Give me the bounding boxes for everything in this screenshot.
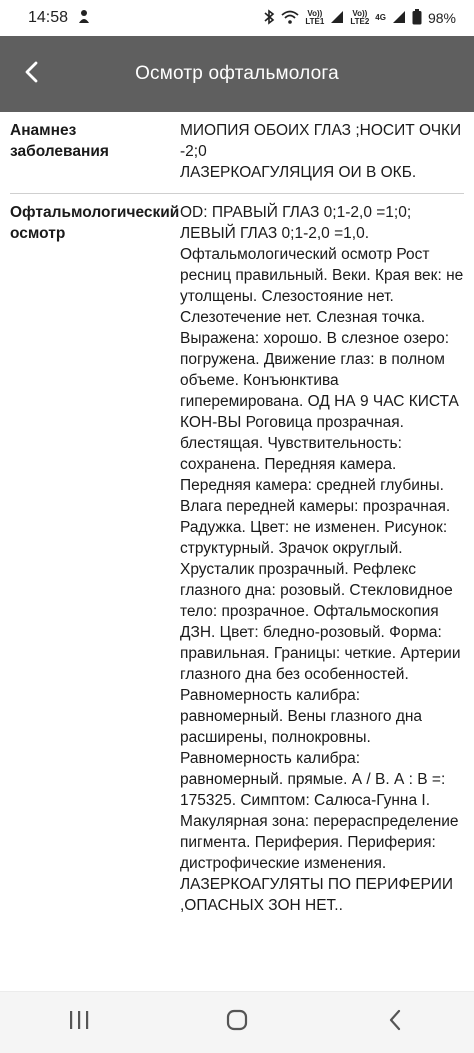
nav-back-icon bbox=[388, 1009, 402, 1036]
back-button[interactable] bbox=[12, 54, 52, 94]
section-value: МИОПИЯ ОБОИХ ГЛАЗ ;НОСИТ ОЧКИ -2;0 ЛАЗЕРКОАГУЛЯЦИЯ ОИ В ОКБ. bbox=[180, 122, 462, 181]
section-row-exam bbox=[10, 193, 468, 926]
section-label: Офтальмологический осмотр bbox=[10, 204, 180, 242]
recents-icon bbox=[68, 1010, 90, 1035]
home-icon bbox=[226, 1009, 248, 1036]
home-button[interactable] bbox=[207, 1001, 267, 1045]
nav-back-button[interactable] bbox=[365, 1001, 425, 1045]
network-1-indicator bbox=[305, 10, 324, 26]
signal-1-icon bbox=[330, 10, 344, 27]
status-right bbox=[263, 9, 456, 28]
status-bar bbox=[0, 0, 474, 36]
status-time: 14:58 bbox=[28, 9, 69, 26]
wifi-icon bbox=[281, 10, 299, 27]
battery-icon bbox=[412, 9, 422, 28]
bluetooth-icon bbox=[263, 9, 275, 28]
section-label: Анамнез заболевания bbox=[10, 122, 109, 160]
app-bar bbox=[0, 36, 474, 112]
network-2-gen: 4G bbox=[375, 13, 386, 22]
net2-top: Vo)) bbox=[352, 9, 368, 18]
notification-icon bbox=[76, 8, 92, 29]
signal-2-icon bbox=[392, 10, 406, 27]
chevron-left-icon bbox=[23, 61, 41, 88]
system-nav-bar bbox=[0, 991, 474, 1053]
recents-button[interactable] bbox=[49, 1001, 109, 1045]
net1-bottom: LTE1 bbox=[305, 17, 325, 26]
network-2-indicator bbox=[350, 10, 369, 26]
section-row-anamnesis bbox=[10, 112, 464, 193]
page-title: Осмотр офтальмолога bbox=[135, 63, 339, 84]
battery-percent: 98% bbox=[427, 10, 456, 26]
section-value: OD: ПРАВЫЙ ГЛАЗ 0;1-2,0 =1;0; ЛЕВЫЙ ГЛАЗ 0;1-2,0 =1,0. Офтальмологический осмотр Рост ресниц правильный. Веки. Края век: не утолщены. Слезостояние нет. Слезотечение нет. Слезная точка. Выражена: хорошо. В слезное озеро: погружена. Движение глаз: в полном объеме. Конъюнктива гиперемирована. ОД НА 9 ЧАС КИСТА КОН-ВЫ Роговица прозрачная. блестящая. Чувствительность: сохранена. Передняя камера. Передняя камера: средней глубины. Влага передней камеры: прозрачная. Радужка. Цвет: не изменен. Рисунок: структурный. Зрачок округлый. Хрусталик прозрачный. Рефлекс глазного дна: розовый. Стекловидное тело: прозрачное. Офтальмоскопия ДЗН. Цвет: бледно-розовый. Форма: правильная. Границы: четкие. Артерии глазного дна без особенностей. Равномерность калибра: равномерный. Вены глазного дна расширены, полнокровны. Равномерность калибра: равномерный. прямые. А / В. А : В =: 175325. Симптом: Салюса-Гунна I. Макулярная зона: перераспределение пигмента. Периферия. Периферия: дистрофические изменения. ЛАЗЕРКОАГУЛЯТЫ ПО ПЕРИФЕРИИ ,ОПАСНЫХ ЗОН НЕТ.. bbox=[180, 204, 468, 914]
status-left bbox=[28, 8, 92, 29]
exam-details bbox=[0, 112, 474, 926]
net1-top: Vo)) bbox=[307, 9, 323, 18]
net2-bottom: LTE2 bbox=[350, 17, 370, 26]
